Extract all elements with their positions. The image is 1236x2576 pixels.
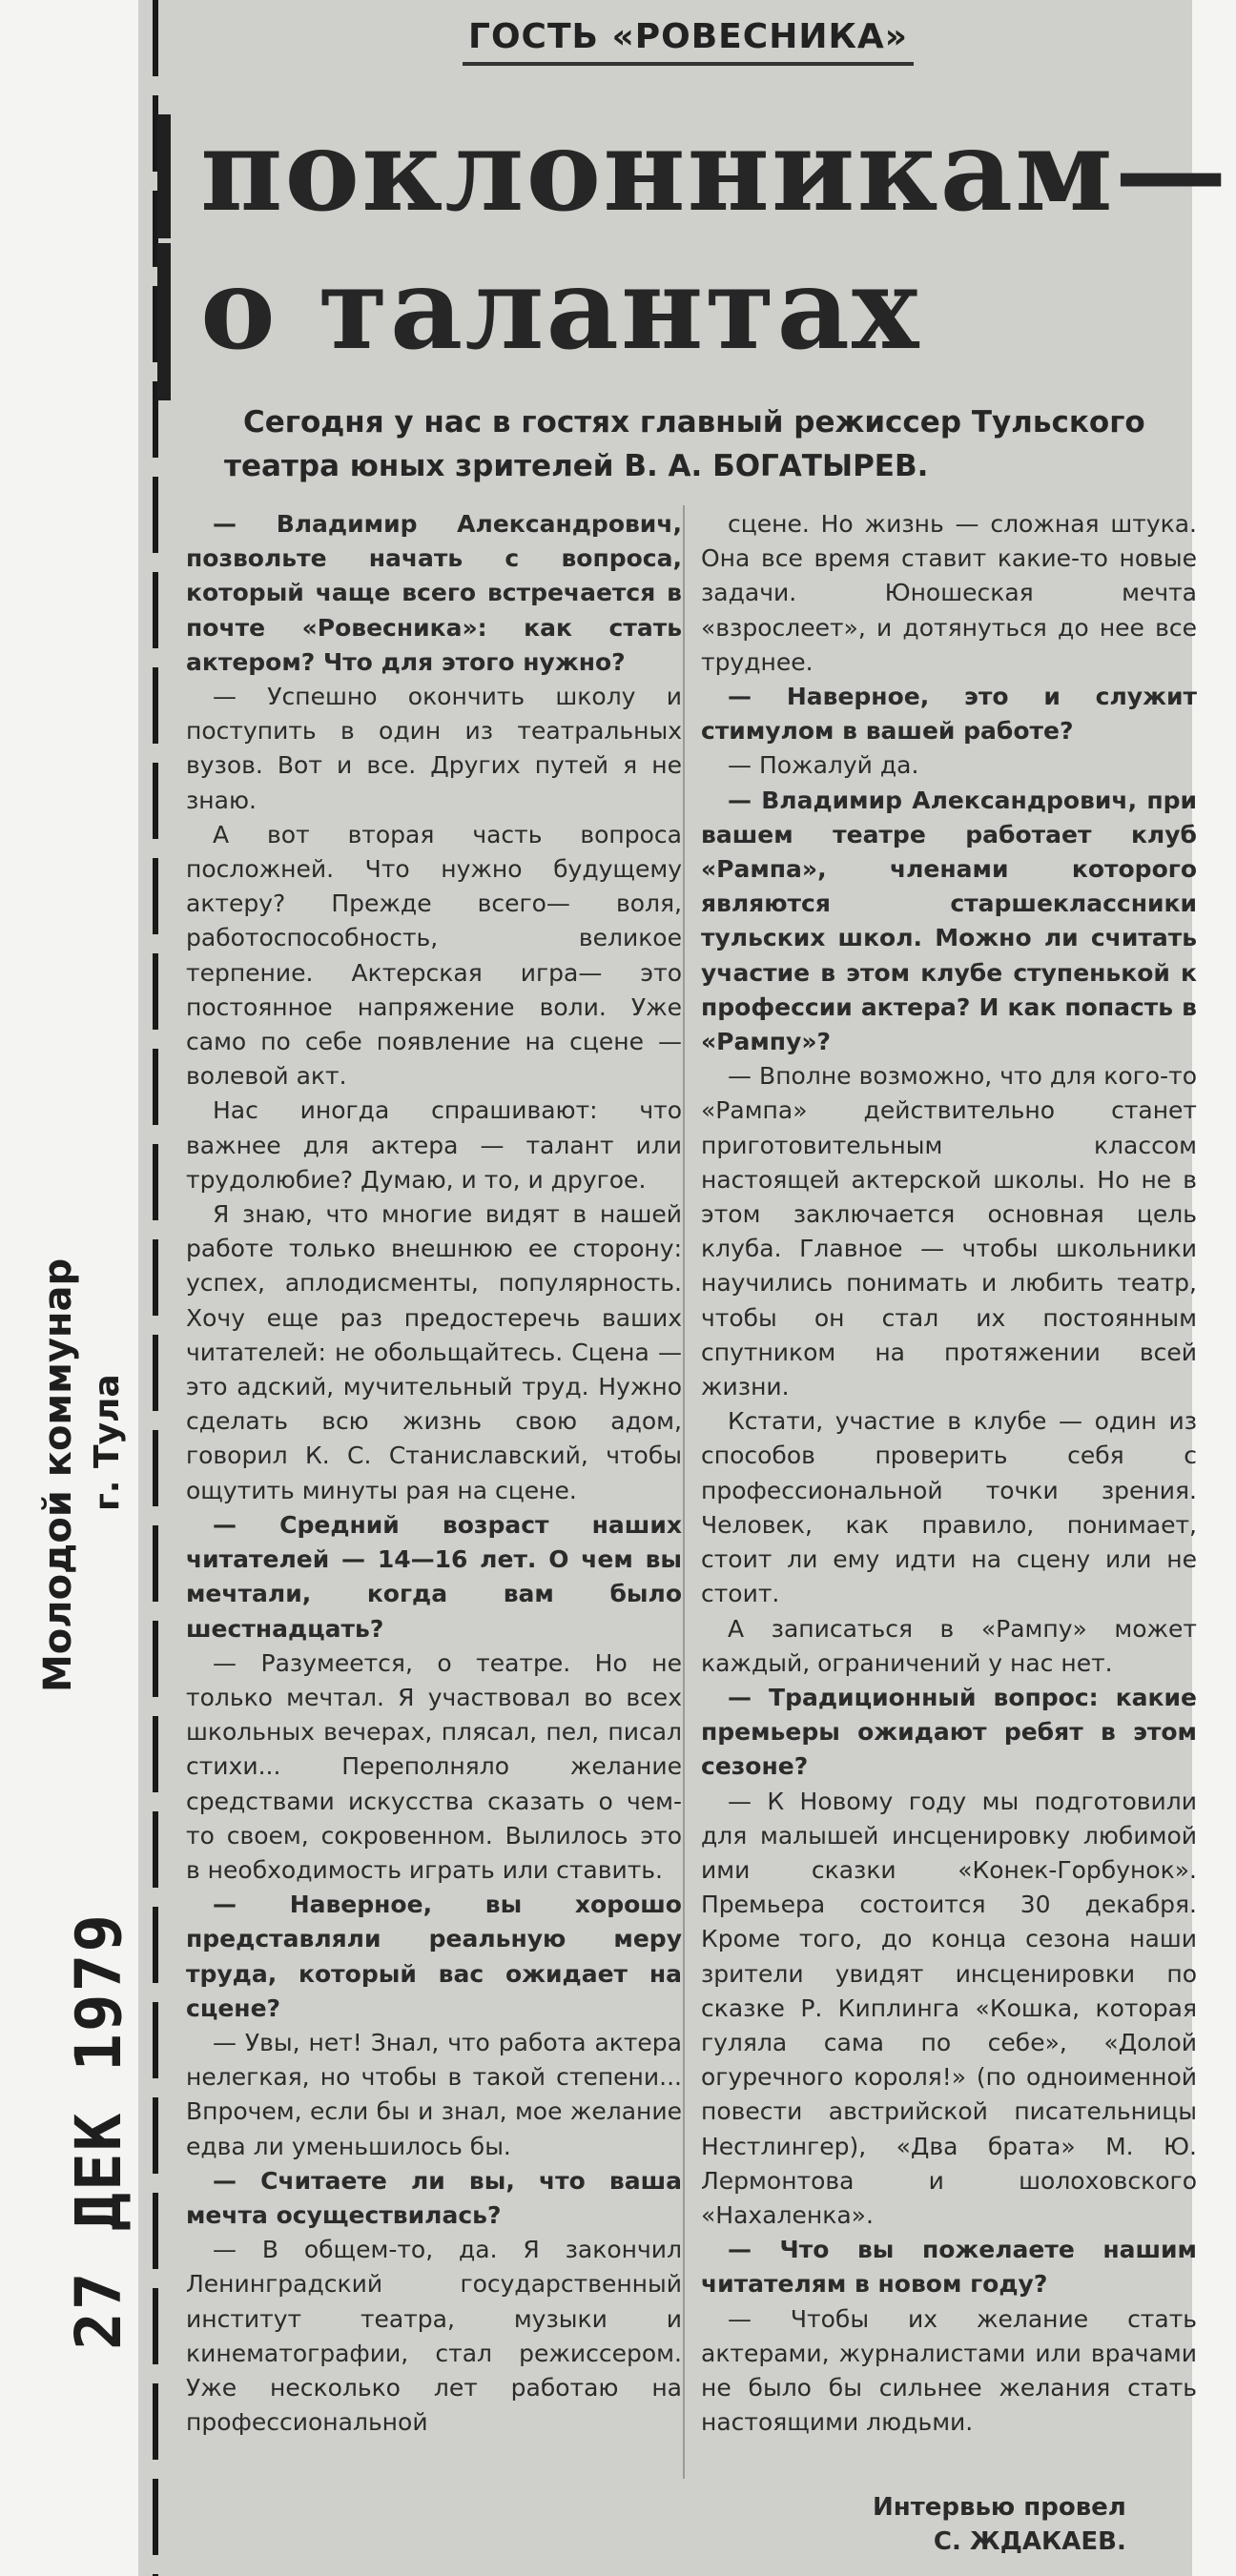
paragraph: — К Новому году мы подготовили для малышей инсценировку любимой ими сказки «Конек-Горбунок». Премьера состоится 30 декабря. Кроме того, до конца сезона наши зрители увидят инсценировки по сказке Р. Киплинга «Кошка, которая гуляла сама по себе», «Долой огуречного короля!» (по одноименной повести австрийской писательницы Нестлингер), «Два брата» М. Ю. Лермонтова и шолоховского «Нахаленка».: [701, 1787, 1197, 2229]
article-title-line-2: о талантах: [200, 242, 921, 375]
title-bar: [157, 114, 171, 238]
newspaper-name-stamp: Молодой коммунар: [36, 1257, 80, 1692]
paragraph: — В общем-то, да. Я закончил Ленинградский государственный институт театра, музыки и кинематографии, стал режиссером. Уже несколько лет работаю на профессиональной: [186, 2236, 682, 2437]
paragraph: — Вполне возможно, что для кого-то «Рампа» действительно станет приготовительным классом настоящей актерской школы. Но не в этом заключается основная цель клуба. Главное — чтобы школьники научились понимать и любить театр, чтобы он стал их постоянным спутником на протяжении всей жизни.: [701, 1062, 1197, 1401]
left-column: [186, 507, 682, 2440]
paragraph: — Увы, нет! Знал, что работа актера нелегкая, но чтобы в такой степени... Впрочем, если бы и знал, мое желание едва ли уменьшилось бы.: [186, 2028, 682, 2160]
paragraph: Кстати, участие в клубе — один из способов проверить себя с профессиональной точки зрения. Человек, как правило, понимает, стоит ли ему идти на сцену или не стоит.: [701, 1407, 1197, 1608]
paragraph: — Владимир Александрович, позвольте начать с вопроса, который чаще всего встречается в почте «Ровесника»: как стать актером? Что для этого нужно?: [186, 510, 682, 676]
paragraph: Я знаю, что многие видят в нашей работе только внешнюю ее сторону: успех, аплодисменты, популярность. Хочу еще раз предостеречь ваших читателей: не обольщайтесь. Сцена — это адский, мучительный труд. Нужно сделать всю жизнь свою адом, говорил К. С. Станиславский, чтобы ощутить минуты рая на сцене.: [186, 1200, 682, 1504]
paragraph: — Считаете ли вы, что ваша мечта осуществилась?: [186, 2166, 682, 2229]
paragraph: сцене. Но жизнь — сложная штука. Она все время ставит какие-то новые задачи. Юношеская мечта «взрослеет», и дотянуться до нее все труднее.: [701, 510, 1197, 676]
column-divider: [683, 505, 685, 2479]
right-column: [701, 507, 1197, 2440]
paragraph: — Пожалуй да.: [728, 751, 919, 780]
lead-text: Сегодня у нас в гостях главный режиссер Тульского театра юных зрителей В. А. БОГАТЫРЕВ.: [224, 405, 1145, 483]
city-stamp: г. Тула: [88, 1374, 127, 1511]
rubric-heading: ГОСТЬ «РОВЕСНИКА»: [463, 17, 914, 66]
paragraph: — Разумеется, о театре. Но не только мечтал. Я участвовал во всех школьных вечерах, плясал, пел, писал стихи... Переполняло желание средствами искусства сказать о чем-то своем, сокровенном. Вылилось это в необходимость играть или ставить.: [186, 1648, 682, 1884]
paragraph: — Успешно окончить школу и поступить в один из театральных вузов. Вот и все. Других путей я не знаю.: [186, 683, 682, 814]
paragraph: — Средний возраст наших читателей — 14—16 лет. О чем вы мечтали, когда вам было шестнадцать?: [186, 1510, 682, 1643]
paragraph: — Что вы пожелаете нашим читателям в новом году?: [701, 2236, 1197, 2299]
paragraph: А вот вторая часть вопроса посложней. Что нужно будущему актеру? Прежде всего— воля, работоспособность, великое терпение. Актерская игра— это постоянное напряжение воли. Уже само по себе появление на сцене — волевой акт.: [186, 820, 682, 1091]
article-title-line-1: поклонникам—: [200, 104, 1229, 236]
title-bar: [157, 243, 171, 400]
date-stamp: 27 ДЕК 1979: [62, 1912, 135, 2350]
article-lead: [224, 400, 1187, 488]
paragraph: — Владимир Александрович, при вашем театре работает клуб «Рампа», членами которого являются старшеклассники тульских школ. Можно ли считать участие в этом клубе ступенькой к профессии актера? И как попасть в «Рампу»?: [701, 786, 1197, 1056]
paragraph: — Традиционный вопрос: какие премьеры ожидают ребят в этом сезоне?: [701, 1683, 1197, 1781]
paragraph: А записаться в «Рампу» может каждый, ограничений у нас нет.: [701, 1614, 1197, 1677]
paragraph: — Наверное, вы хорошо представляли реальную меру труда, который вас ожидает на сцене?: [186, 1891, 682, 2022]
paragraph: — Наверное, это и служит стимулом в вашей работе?: [701, 683, 1197, 746]
signature-line-2: С. ЖДАКАЕВ.: [933, 2527, 1126, 2556]
signature-line-1: Интервью провел: [873, 2493, 1126, 2522]
paragraph: Нас иногда спрашивают: что важнее для актера — талант или трудолюбие? Думаю, и то, и другое.: [186, 1096, 682, 1194]
paragraph: — Чтобы их желание стать актерами, журналистами или врачами не было бы сильнее желания стать настоящими людьми.: [701, 2304, 1197, 2437]
signature: [873, 2490, 1126, 2559]
